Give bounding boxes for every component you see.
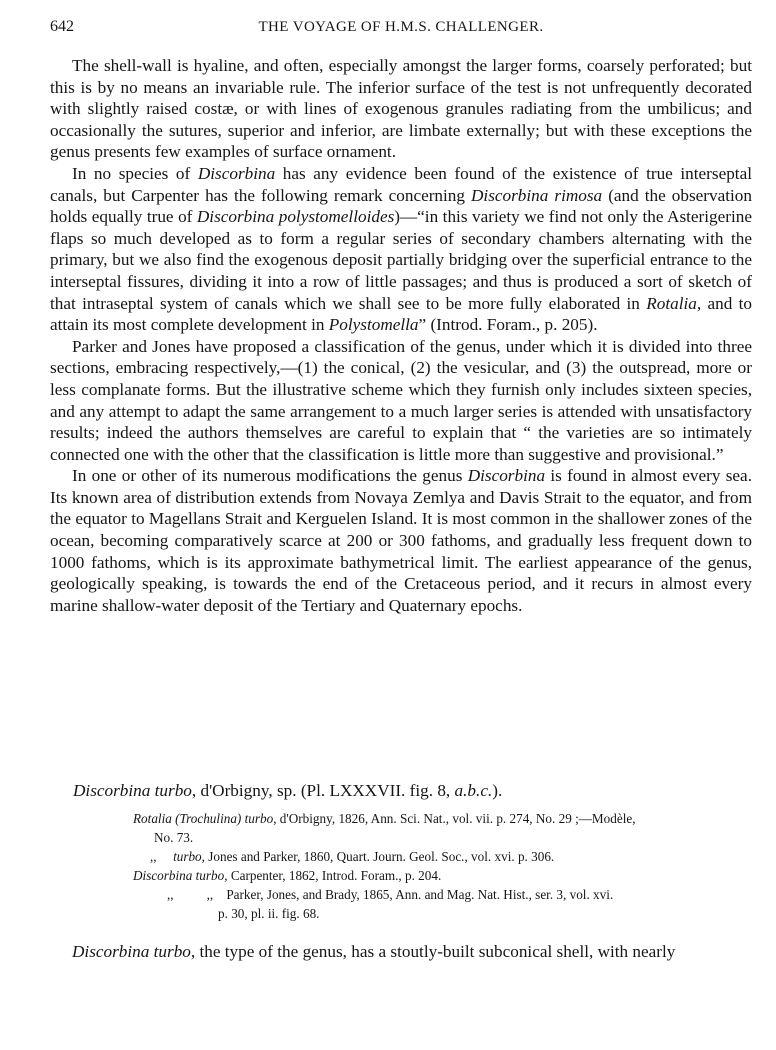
text-run: , d'Orbigny, sp. (Pl. LXXXVII. fig. 8, [191, 781, 455, 800]
italic-text: Discorbina polystomelloides [196, 207, 395, 227]
text-run: (and the observation holds equally true of [50, 185, 752, 227]
synonymy-entry [150, 849, 554, 865]
text-run: has any evidence been found of the existence of true interseptal canals, but Carpenter has the following remark concerning [50, 163, 752, 205]
italic-text: Rotalia, [646, 293, 702, 313]
paragraph [50, 336, 752, 466]
paragraph [50, 163, 752, 336]
running-title: THE VOYAGE OF H.M.S. CHALLENGER. [258, 19, 544, 35]
text-run: In one or other of its numerous modifications the genus [72, 466, 468, 486]
synonymy-entry [133, 811, 636, 827]
text-run: )—“in this variety we find not only the Asterigerine flaps so much developed as to form a regular series of secondary chambers alternating with the primary, but we also find the exogenous deposit partially bridging over the superficial entrance to the interseptal fissures, dividing it into a row of little passages; and thus is produced a sort of sketch of that intraseptal system of canals which we shall see to be more fully elaborated in [50, 207, 752, 313]
italic-text: Discorbina turbo [72, 942, 191, 961]
synonymy-entry [133, 868, 441, 884]
text-run: No. 73. [154, 830, 194, 845]
text-run: ,, ,, Parker, Jones, and Brady, 1865, Ann. and Mag. Nat. Hist., ser. 3, vol. xvi. [167, 887, 614, 902]
italic-text: a.b.c. [454, 781, 493, 800]
species-description [50, 942, 752, 962]
body-text [50, 55, 752, 616]
text-run: Parker and Jones have proposed a classification of the genus, under which it is divided into three sections, embracing respectively,—(1) the conical, (2) the vesicular, and (3) the outspread, more or less complanate forms. But the illustrative scheme which they furnish only includes sixteen species, and any attempt to adapt the same arrangement to a much larger series is attended with unsatisfactory results; indeed the authors themselves are careful to explain that “ the varieties are so intimately connected one with the other that the classification is little more than suggestive and provisional.” [50, 336, 752, 464]
text-run: In no species of [72, 163, 198, 183]
italic-text: Discorbina rimosa [471, 185, 603, 205]
italic-text: Discorbina turbo [73, 781, 192, 800]
italic-text: Discorbina [197, 163, 276, 183]
synonymy-entry [218, 906, 319, 922]
text-run: , the type of the genus, has a stoutly-built subconical shell, with nearly [190, 942, 676, 961]
text-run: , Jones and Parker, 1860, Quart. Journ. Geol. Soc., vol. xvi. p. 306. [201, 849, 555, 864]
text-run: ,, [150, 849, 174, 864]
italic-text: Polystomella [328, 315, 419, 335]
running-header [50, 18, 752, 40]
species-heading [73, 781, 502, 801]
paragraph [50, 465, 752, 616]
synonymy-entry [167, 887, 613, 903]
italic-text: turbo [173, 849, 202, 864]
text-run: , d'Orbigny, 1826, Ann. Sci. Nat., vol. vii. p. 274, No. 29 ;—Modèle, [273, 811, 636, 826]
synonymy-entry [154, 830, 193, 846]
text-run: ). [492, 781, 503, 800]
text-run: , Carpenter, 1862, Introd. Foram., p. 204. [224, 868, 442, 883]
paragraph [50, 55, 752, 163]
text-run: and to attain its most complete development in [50, 293, 753, 335]
italic-text: Rotalia (Trochulina) turbo [133, 811, 274, 826]
text-run: The shell-wall is hyaline, and often, especially amongst the larger forms, coarsely perforated; but this is by no means an invariable rule. The inferior surface of the test is not unfrequently decorated with slightly raised costæ, or with lines of exogenous granules radiating from the umbilicus; and occasionally the sutures, superior and inferior, are limbate externally; but with these exceptions the genus presents few examples of surface ornament. [50, 56, 752, 162]
page-number: 642 [50, 18, 74, 35]
italic-text: Discorbina turbo [133, 868, 225, 883]
text-run: is found in almost every sea. Its known area of distribution extends from Novaya Zemlya and Davis Strait to the equator, and from the equator to Magellans Strait and Kerguelen Island. It is most common in the shallower zones of the ocean, becoming comparatively scarce at 200 or 300 fathoms, and gradually less frequent down to 1000 fathoms, which is its approximate bathymetrical limit. The earliest appearance of the genus, geologically speaking, is towards the end of the Cretaceous period, and it recurs in almost every marine shallow-water deposit of the Tertiary and Quaternary epochs. [50, 466, 752, 615]
italic-text: Discorbina [467, 466, 546, 486]
text-run: p. 30, pl. ii. fig. 68. [218, 906, 320, 921]
text-run: ” (Introd. Foram., p. 205). [418, 315, 598, 335]
